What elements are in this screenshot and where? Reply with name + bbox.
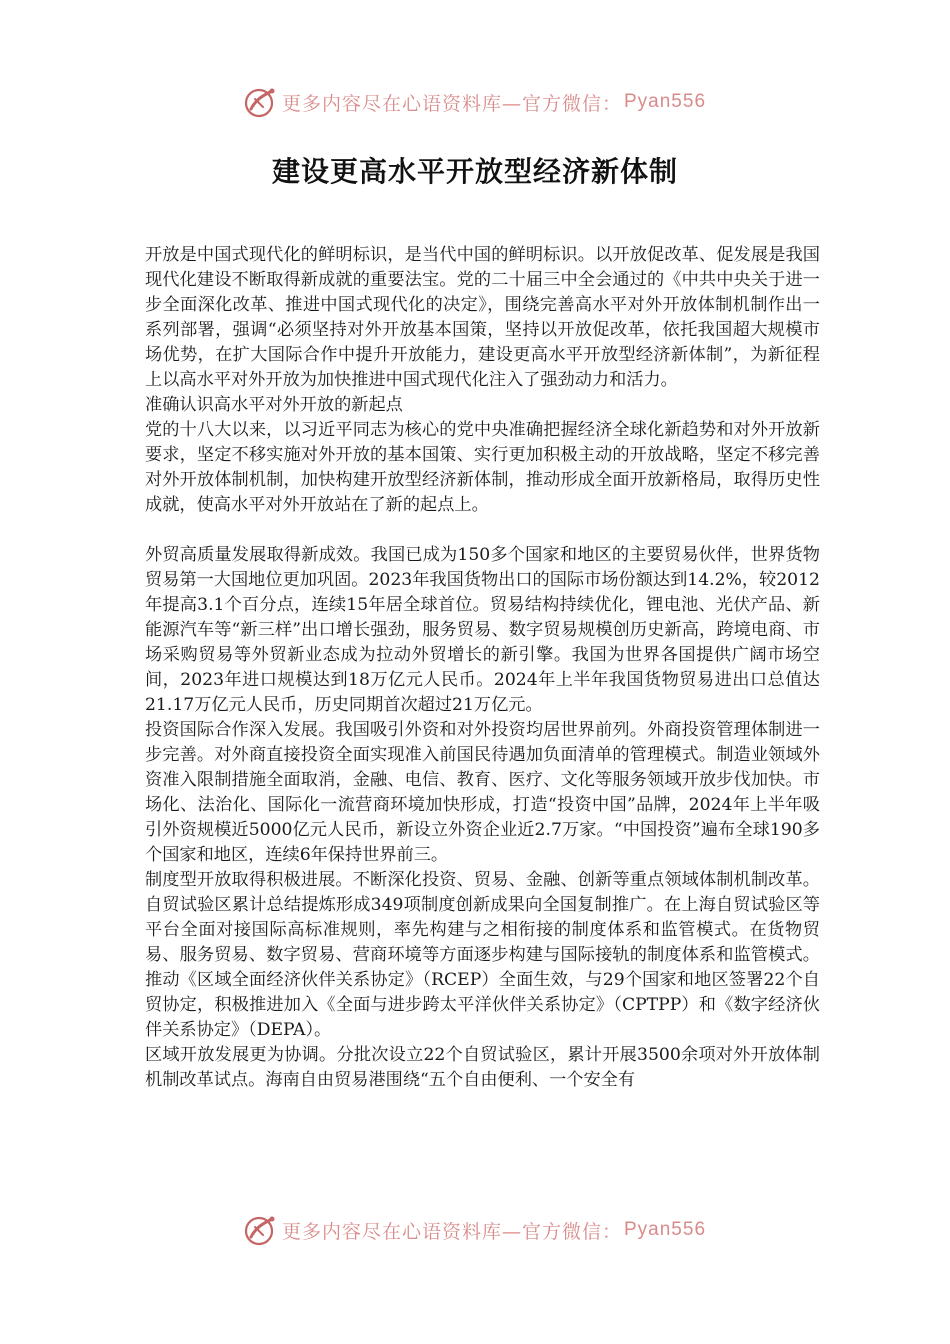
watermark-banner-top <box>0 82 950 122</box>
section-heading: 准确认识高水平对外开放的新起点 <box>145 395 403 415</box>
paragraph-intro: 开放是中国式现代化的鲜明标识，是当代中国的鲜明标识。以开放促改革、促发展是我国现代化建设不断取得新成就的重要法宝。党的二十届三中全会通过的《中共中央关于进一步全面深化改革、推进中国式现代化的决定》，围绕完善高水平对外开放体制机制作出一系列部署，强调“必须坚持对外开放基本国策，坚持以开放促改革，依托我国超大规模市场优势，在扩大国际合作中提升开放能力，建设更高水平开放型经济新体制”，为新征程上以高水平对外开放为加快推进中国式现代化注入了强劲动力和活力。 <box>145 245 820 390</box>
watermark-text: 更多内容尽在心语资料库—官方微信： <box>281 92 622 115</box>
brand-logo-icon <box>244 1213 278 1247</box>
watermark-text: 更多内容尽在心语资料库—官方微信： <box>281 1220 622 1243</box>
paragraph-regional-opening: 区域开放发展更为协调。分批次设立22个自贸试验区，累计开展3500余项对外开放体制机制改革试点。海南自由贸易港围绕“五个自由便利、一个安全有 <box>145 1045 820 1090</box>
watermark-banner-bottom <box>0 1210 950 1250</box>
paragraph-institutional-opening: 制度型开放取得积极进展。不断深化投资、贸易、金融、创新等重点领域体制机制改革。自贸试验区累计总结提炼形成349项制度创新成果向全国复制推广。在上海自贸试验区等平台全面对接国际高标准规则，率先构建与之相衔接的制度体系和监管模式。在货物贸易、服务贸易、数字贸易、营商环境等方面逐步构建与国际接轨的制度体系和监管模式。推动《区域全面经济伙伴关系协定》（RCEP）全面生效，与29个国家和地区签署22个自贸协定，积极推进加入《全面与进步跨太平洋伙伴关系协定》（CPTPP）和《数字经济伙伴关系协定》（DEPA）。 <box>145 870 820 1040</box>
document-title: 建设更高水平开放型经济新体制 <box>271 155 678 188</box>
brand-logo-icon <box>244 85 278 119</box>
wechat-id: Pyan556 <box>624 91 707 112</box>
paragraph-investment: 投资国际合作深入发展。我国吸引外资和对外投资均居世界前列。外商投资管理体制进一步完善。对外商直接投资全面实现准入前国民待遇加负面清单的管理模式。制造业领域外资准入限制措施全面取消，金融、电信、教育、医疗、文化等服务领域开放步伐加快。市场化、法治化、国际化一流营商环境加快形成，打造“投资中国”品牌，2024年上半年吸引外资规模近5000亿元人民币，新设立外资企业近2.7万家。“中国投资”遍布全球190多个国家和地区，连续6年保持世界前三。 <box>145 720 820 865</box>
paragraph-foreign-trade: 外贸高质量发展取得新成效。我国已成为150多个国家和地区的主要贸易伙伴，世界货物贸易第一大国地位更加巩固。2023年我国货物出口的国际市场份额达到14.2%，较2012年提高3.1个百分点，连续15年居全球首位。贸易结构持续优化，锂电池、光伏产品、新能源汽车等“新三样”出口增长强劲，服务贸易、数字贸易规模创历史新高，跨境电商、市场采购贸易等外贸新业态成为拉动外贸增长的新引擎。我国为世界各国提供广阔市场空间，2023年进口规模达到18万亿元人民币。2024年上半年我国货物贸易进出口总值达21.17万亿元人民币，历史同期首次超过21万亿元。 <box>145 545 820 715</box>
paragraph-new-starting-point: 党的十八大以来，以习近平同志为核心的党中央准确把握经济全球化新趋势和对外开放新要求，坚定不移实施对外开放的基本国策、实行更加积极主动的开放战略，坚定不移完善对外开放体制机制，加快构建开放型经济新体制，推动形成全面开放新格局，取得历史性成就，使高水平对外开放站在了新的起点上。 <box>145 420 820 515</box>
wechat-id: Pyan556 <box>624 1219 707 1240</box>
document-body <box>145 243 820 1093</box>
